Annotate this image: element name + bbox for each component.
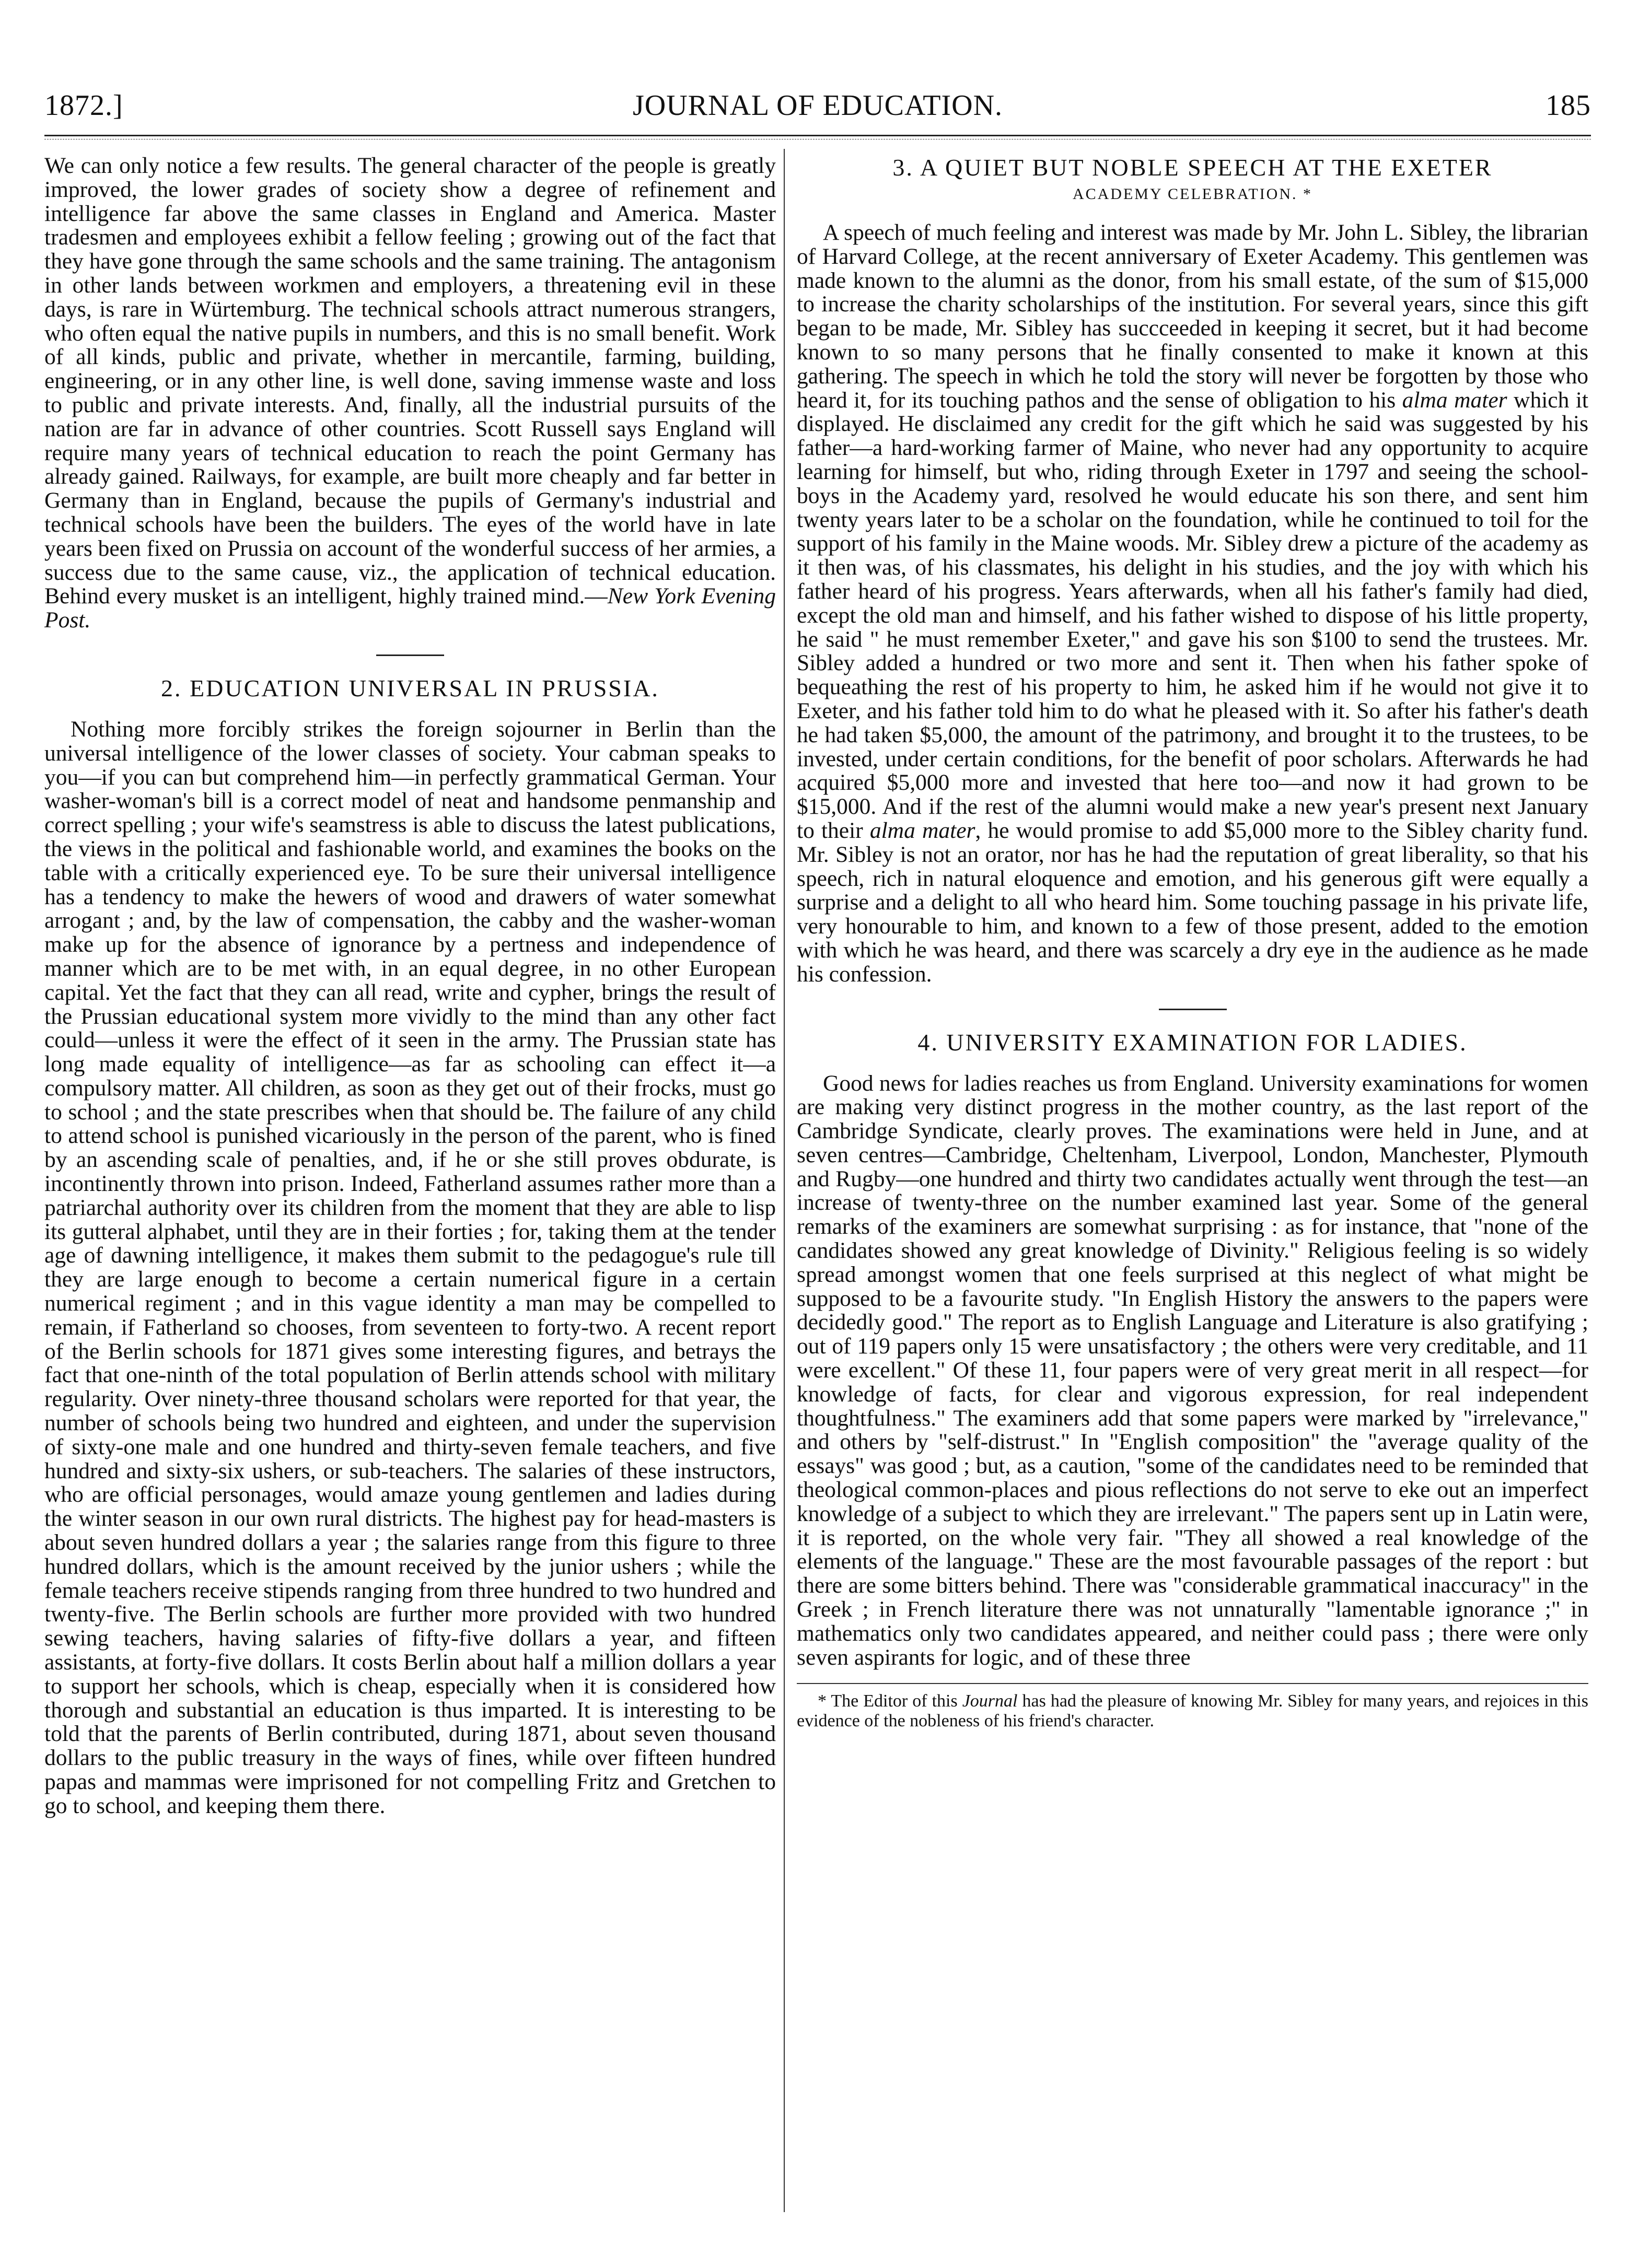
section-rule bbox=[376, 654, 444, 656]
intro-text: We can only notice a few results. The general character of the people is greatly improved, the lower grades of society show a degree of refinement and intelligence far above the same classes in England and America. Master tradesmen and employees exhibit a fellow feeling ; growing out of the fact that they have gone through the same schools and the same training. The antagonism in other lands between workmen and employers, a threatening evil in these days, is rare in Würtemburg. The technical schools attract numerous strangers, who often equal the native pupils in numbers, and this is no small benefit. Work of all kinds, public and private, whether in mercantile, farming, building, engineering, or in any other line, is well done, saving immense waste and loss to public and private interests. And, finally, all the industrial pursuits of the nation are far in advance of other countries. Scott Russell says England will require many years of technical education to reach the point Germany has already gained. Railways, for example, are built more cheaply and far better in Germany than in England, because the pupils of Germany's industrial and technical schools have been the builders. The eyes of the world have in late years been fixed on Prussia on account of the wonderful success of her armies, a success due to the same cause, viz., the application of technical education. Behind every musket is an intelligent, highly trained mind.— bbox=[44, 153, 776, 609]
header-year: 1872.] bbox=[44, 89, 123, 122]
section-2-heading: 2. EDUCATION UNIVERSAL IN PRUSSIA. bbox=[161, 674, 659, 702]
running-header bbox=[44, 89, 1591, 131]
alma-mater-italic: alma mater bbox=[1402, 387, 1507, 413]
column-divider bbox=[784, 149, 785, 2212]
header-rule bbox=[44, 135, 1591, 136]
section-4-heading: 4. UNIVERSITY EXAMINATION FOR LADIES. bbox=[917, 1028, 1468, 1056]
footnote-journal-italic: Journal bbox=[962, 1691, 1018, 1711]
section-rule-2 bbox=[1159, 1009, 1227, 1010]
alma-mater-italic-2: alma mater bbox=[869, 817, 975, 843]
left-column bbox=[44, 154, 776, 1818]
footnote-text-b: has had the pleasure of knowing Mr. Sibley for many years, and rejoices in this evidence of the nobleness of his friend's character. bbox=[797, 1691, 1588, 1731]
right-column bbox=[797, 154, 1588, 1731]
section-3-text-a: A speech of much feeling and interest was made by Mr. John L. Sibley, the librarian of Harvard College, at the recent anniversary of Exeter Academy. This gentlemen was made known to the alumni as the donor, from his small estate, of the sum of $15,000 to increase the charity scholarships of the institution. For several years, since this gift began to be made, Mr. Sibley has succceeded in keeping it secret, but it had become known to so many persons that he finally consented to make it known at this gathering. The speech in which he told the story will never be forgotten by those who heard it, for its touching pathos and the sense of obligation to his bbox=[797, 220, 1588, 413]
section-3-heading: 3. A QUIET BUT NOBLE SPEECH AT THE EXETER bbox=[892, 154, 1493, 181]
footnote-rule bbox=[797, 1683, 1588, 1684]
intro-paragraph bbox=[44, 154, 776, 633]
section-2-paragraph: Nothing more forcibly strikes the foreign sojourner in Berlin than the universal intelligence of the lower classes of society. Your cabman speaks to you—if you can but comprehend him—in perfectly grammatical German. Your washer-woman's bill is a correct model of neat and handsome penmanship and correct spelling ; your wife's seamstress is able to discuss the latest publications, the views in the political and fashionable world, and examines the books on the table with a critically experienced eye. To be sure their universal intelligence has a tendency to make the hewers of wood and drawers of water somewhat arrogant ; and, by the law of compensation, the cabby and the washer-woman make up for the absence of ignorance by a pertness and independence of manner which are to be met with, in an equal degree, in no other European capital. Yet the fact that they can all read, write and cypher, brings the result of the Prussian educational system more vividly to the mind than any other fact could—unless it were the effect of it seen in the army. The Prussian state has long made equality of intelligence—as far as schooling can effect it—a compulsory matter. All children, as soon as they get out of their frocks, must go to school ; and the state prescribes when that should be. The failure of any child to attend school is punished vicariously in the person of the parent, who is fined by an ascending scale of penalties, and, if he or she still proves obdurate, is incontinently thrown into prison. Indeed, Fatherland assumes rather more than a patriarchal authority over its children from the moment that they are able to lisp its gutteral alphabet, until they are in their forties ; for, taking them at the tender age of dawning intelligence, it makes them submit to the pedagogue's rule till they are large enough to become a certain numerical figure in a certain numerical regiment ; and in this vague identity a man may be compelled to remain, if Fatherland so chooses, from seventeen to forty-two. A recent report of the Berlin schools for 1871 gives some interesting figures, and betrays the fact that one-ninth of the total population of Berlin attends school with military regularity. Over ninety-three thousand scholars were reported for that year, the number of schools being two hundred and eighteen, and under the supervision of sixty-one male and one hundred and thirty-seven female teachers, and five hundred and sixty-six ushers, or sub-teachers. The salaries of these instructors, who are official personages, would amaze young gentlemen and ladies during the winter season in our own rural districts. The highest pay for head-masters is about seven hundred dollars a year ; the salaries range from this figure to three hundred dollars, which is the amount received by the junior ushers ; while the female teachers receive stipends ranging from three hundred to two hundred and twenty-five. The Berlin schools are further more provided with two hundred sewing teachers, having salaries of fifty-five dollars a year, and fifteen assistants, at forty-five dollars. It costs Berlin about half a million dollars a year to support her schools, which is cheap, especially when it is considered how thorough and substantial an education is thus imparted. It is interesting to be told that the parents of Berlin contributed, during 1871, about seven thousand dollars to the public treasury in the ways of fines, while over fifteen hundred papas and mammas were imprisoned for not compelling Fritz and Gretchen to go to school, and keeping them there. bbox=[44, 716, 776, 1818]
section-3-paragraph bbox=[797, 221, 1588, 987]
section-3-text-c: , he would promise to add $5,000 more to the Sibley charity fund. Mr. Sibley is not an orator, nor has he had the reputation of great liberality, so that his speech, rich in natural eloquence and emotion, and his generous gift were equally a surprise and a delight to all who heard him. Some touching passage in his private life, very honourable to him, and known to a few of those present, added to the emotion with which he was heard, and there was scarcely a dry eye in the audience as he made his confession. bbox=[797, 817, 1588, 987]
page-number: 185 bbox=[1545, 89, 1591, 122]
footnote bbox=[797, 1691, 1588, 1731]
footnote-text-a: * The Editor of this bbox=[818, 1691, 962, 1711]
section-4-paragraph: Good news for ladies reaches us from England. University examinations for women are making very distinct progress in the mother country, as the last report of the Cambridge Syndicate, clearly proves. The examinations were held in June, and at seven centres—Cambridge, Cheltenham, Liverpool, London, Manchester, Plymouth and Rugby—one hundred and thirty two candidates actually went through the test—an increase of twenty-three on the number examined last year. Some of the general remarks of the examiners are somewhat surprising : as for instance, that "none of the candidates showed any great knowledge of Divinity." Religious feeling is so widely spread amongst women that one feels surprised at this neglect of what might be supposed to be a favourite study. "In English History the answers to the papers were decidedly good." The report as to English Language and Literature is also gratifying ; out of 119 papers only 15 were unsatisfactory ; the others were very creditable, and 11 were excellent." Of these 11, four papers were of very great merit in all respect—for knowledge of facts, for clear and vigorous expression, for real independent thoughtfulness." The examiners add that some papers were marked by "irrelevance," and others by "self-distrust." In "English composition" the "average quality of the essays" was good ; but, as a caution, "some of the candidates need to be reminded that theological common-places and pious reflections do not serve to eke out an imperfect knowledge of a subject to which they are irrelevant." The papers sent up in Latin were, it is reported, on the whole very fair. "They all showed a real knowledge of the elements of the language." These are the most favourable passages of the report : but there are some bitters behind. There was "considerable grammatical inaccuracy" in the Greek ; in French literature there was not unnaturally "lamentable ignorance ;" in mathematics only two candidates appeared, and neither could pass ; there were only seven aspirants for logic, and of these three bbox=[797, 1070, 1588, 1670]
section-3-subheading: ACADEMY CELEBRATION. * bbox=[1072, 185, 1313, 203]
intro-source: New York Evening Post. bbox=[44, 583, 776, 633]
section-3-text-b: which it displayed. He disclaimed any credit for the gift which he said was suggested by his father—a hard-working farmer of Maine, who never had any opportunity to acquire learning for himself, but who, riding through Exeter in 1797 and seeing the school-boys in the Academy yard, resolved he would educate his son there, and sent him twenty years later to be a scholar on the foundation, while he continued to toil for the support of his family in the Maine woods. Mr. Sibley drew a picture of the academy as it then was, of his classmates, his delight in his studies, and the joy with which his father heard of his progress. Years afterwards, when all his father's family had died, except the old man and himself, and his father wished to dispose of his little property, he said " he must remember Exeter," and gave his son $100 to send the trustees. Mr. Sibley added a hundred or two more and sent it. Then when his father spoke of bequeathing the rest of his property to him, he asked him if he would not give it to Exeter, and his father told him to do what he pleased with it. So after his father's death he had taken $5,000, the amount of the patrimony, and brought it to the trustees, to be invested, under certain conditions, for the benefit of poor scholars. Afterwards he had acquired $5,000 more and invested that here too—and now it had grown to be $15,000. And if the rest of the alumni would make a new year's present next January to their bbox=[797, 387, 1588, 843]
journal-title: JOURNAL OF EDUCATION. bbox=[632, 89, 1003, 122]
